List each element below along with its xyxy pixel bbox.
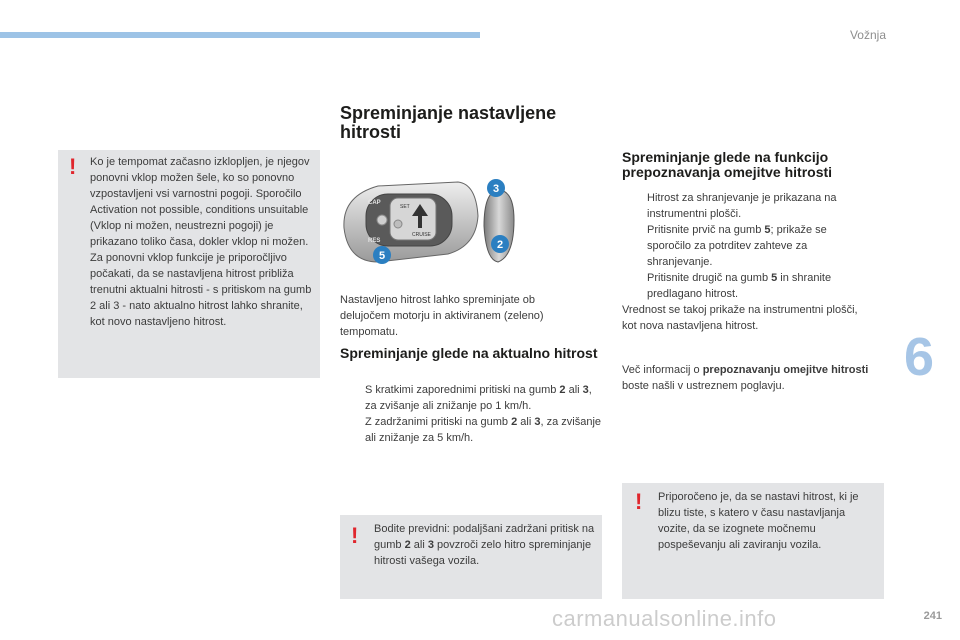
warning-paragraph: Priporočeno je, da se nastavi hitrost, ki je blizu tiste, s katero v času nastavljanja vozite, da se izognete močnemu pospeševanju ali zaviranju vozila. [658, 491, 859, 551]
warning-box-left [58, 150, 320, 378]
more-info-text: Več informacij o [622, 364, 703, 376]
warning-icon: ! [635, 489, 643, 514]
warning-icon: ! [351, 523, 359, 548]
warning-box-right [622, 483, 884, 599]
intro-paragraph: Nastavljeno hitrost lahko spreminjate ob delujočem motorju in aktiviranem (zeleno) tempomatu. [340, 294, 544, 338]
section-title-current-speed: Spreminjanje glede na aktualno hitrost [340, 345, 598, 361]
stalk-text: CRUISE [412, 232, 431, 238]
list-item [622, 190, 872, 222]
more-info-text: boste našli v ustreznem poglavju. [622, 380, 785, 392]
section-title-speed-limit-recognition: Spreminjanje glede na funkcijo prepoznavanja omejitve hitrosti [622, 149, 833, 180]
bullet-text: Pritisnite prvič na gumb 5; prikaže se sporočilo za potrditev zahteve za shranjevanje. [647, 224, 827, 268]
watermark: carmanualsonline.info [552, 606, 777, 631]
current-speed-bullets [340, 382, 606, 446]
section-label: Vožnja [849, 28, 886, 42]
more-info-emphasis: prepoznavanju omejitve hitrosti [702, 364, 869, 376]
speed-limit-bullets [622, 190, 872, 302]
list-item [622, 270, 872, 302]
chapter-number: 6 [904, 327, 935, 387]
stalk-text: RES [368, 238, 381, 244]
warning-paragraph: Ko je tempomat začasno izklopljen, je njegov ponovni vklop možen šele, ko so ponovno vzpostavljeni vsi varnostni pogoji. Sporočilo Activation not possible, conditions unsuitable (Vklop ni možen, neustrezni pogoji) je prikazano toliko časa, dokler vklop ni možen. [90, 156, 310, 248]
warning-paragraph: Bodite previdni: podaljšani zadržani pritisk na gumb 2 ali 3 povzroči zelo hitro spreminjanje hitrosti vašega vozila. [374, 523, 595, 567]
stalk-text: CAP [368, 200, 381, 206]
callout-label: 3 [492, 183, 500, 195]
page-number: 241 [923, 610, 942, 622]
callout-label: 2 [496, 239, 504, 251]
warning-icon: ! [69, 154, 77, 179]
header-accent-bar [0, 32, 480, 38]
cruise-control-stalk-illustration [338, 176, 518, 270]
callout-label: 5 [378, 250, 386, 262]
bullet-text: Pritisnite drugič na gumb 5 in shranite predlagano hitrost. [647, 272, 832, 300]
page-title: Spreminjanje nastavljene hitrosti [340, 103, 557, 142]
list-item [340, 382, 606, 414]
bullet-text: Z zadržanimi pritiski na gumb 2 ali 3, za zvišanje ali znižanje za 5 km/h. [365, 416, 602, 444]
warning-paragraph: Za ponovni vklop funkcije je priporočljivo počakati, da se nastavljena hitrost približa trenutni aktualni hitrosti - s pritiskom na gumb 2 ali 3 - nato aktualno hitrost lahko shranite, kot novo nastavljeno hitrost. [90, 252, 312, 328]
list-item [622, 222, 872, 270]
warning-box-middle [340, 515, 602, 599]
more-info-paragraph [622, 362, 872, 394]
bullet-text: Hitrost za shranjevanje je prikazana na instrumentni plošči. [647, 192, 837, 220]
list-item [340, 414, 606, 446]
stalk-text: SET [400, 204, 410, 210]
bullet-text: S kratkimi zaporednimi pritiski na gumb 2 ali 3, za zvišanje ali znižanje po 1 km/h. [365, 384, 592, 412]
result-paragraph: Vrednost se takoj prikaže na instrumentni plošči, kot nova nastavljena hitrost. [622, 304, 858, 332]
